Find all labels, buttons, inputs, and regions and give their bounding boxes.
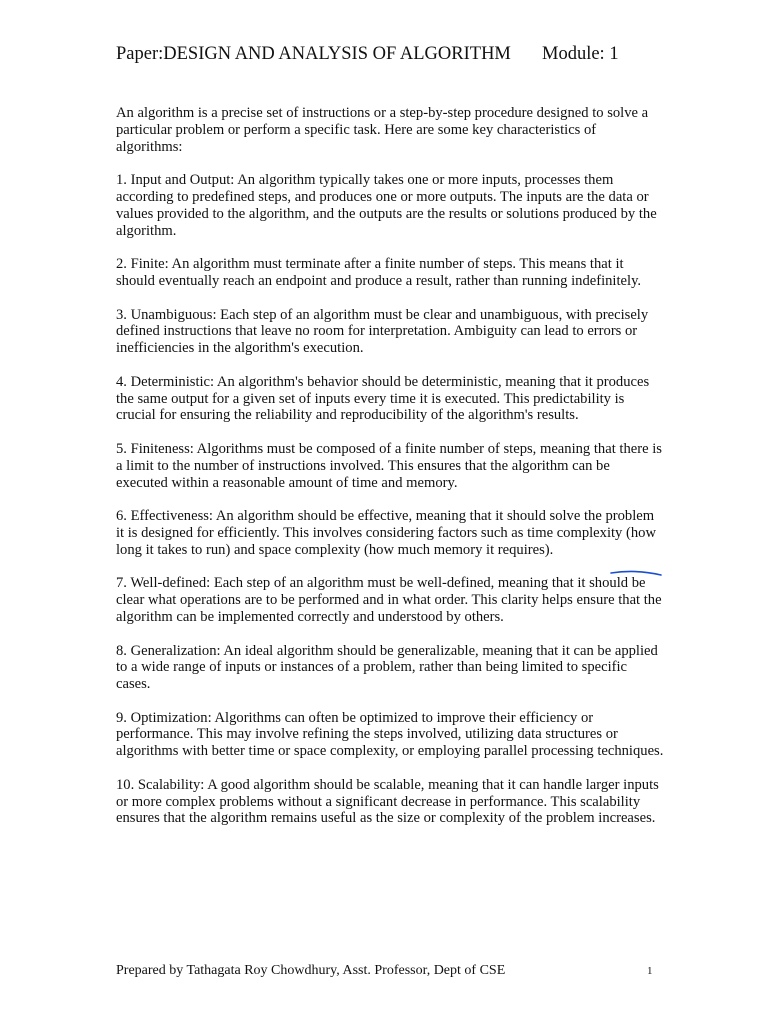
characteristic-item: 10. Scalability: A good algorithm should be scalable, meaning that it can handle larger inputs or more complex problems without a significant decrease in performance. This scalability ensures that the algorithm remains useful as the size or complexity of the problem increases. <box>116 776 659 827</box>
page-number: 1 <box>647 965 653 977</box>
characteristic-item: 9. Optimization: Algorithms can often be optimized to improve their efficiency or performance. This may involve refining the steps involved, utilizing data structures or algorithms with better time or space complexity, or employing parallel processing techniques. <box>116 709 664 760</box>
page-footer <box>116 962 656 980</box>
characteristic-item: 3. Unambiguous: Each step of an algorithm must be clear and unambiguous, with precisely defined instructions that leave no room for interpretation. Ambiguity can lead to errors or inefficiencies in the algorithm's execution. <box>116 306 649 357</box>
characteristic-item: 2. Finite: An algorithm must terminate after a finite number of steps. This means that it should eventually reach an endpoint and produce a result, rather than running indefinitely. <box>116 256 642 289</box>
characteristic-item: 4. Deterministic: An algorithm's behavior should be deterministic, meaning that it produces the same output for a given set of inputs every time it is executed. This predictability is crucial for ensuring the reliability and reproducibility of the algorithm's results. <box>116 373 650 424</box>
intro-paragraph: An algorithm is a precise set of instructions or a step-by-step procedure designed to solve a particular problem or perform a specific task. Here are some key characteristics of algorithms: <box>116 105 649 155</box>
paper-title: Paper:DESIGN AND ANALYSIS OF ALGORITHM <box>116 44 511 64</box>
module-label: Module: 1 <box>542 44 619 64</box>
document-body <box>116 105 664 844</box>
characteristic-item: 7. Well-defined: Each step of an algorithm must be well-defined, meaning that it should be clear what operations are to be performed and in what order. This clarity helps ensure that the algorithm can be implemented correctly and understood by others. <box>116 575 662 625</box>
characteristic-item: 1. Input and Output: An algorithm typically takes one or more inputs, processes them according to predefined steps, and produces one or more outputs. The inputs are the data or values provided to the algorithm, and the outputs are the results or solutions produced by the algorithm. <box>116 172 657 239</box>
prepared-by-text: Prepared by Tathagata Roy Chowdhury, Asst. Professor, Dept of CSE <box>116 963 506 978</box>
page-header <box>116 43 646 65</box>
characteristic-item: 8. Generalization: An ideal algorithm should be generalizable, meaning that it can be applied to a wide range of inputs or instances of a problem, rather than being limited to specific cases. <box>116 642 658 693</box>
characteristic-item: 6. Effectiveness: An algorithm should be effective, meaning that it should solve the problem it is designed for efficiently. This involves considering factors such as time complexity (how long it takes to run) and space complexity (how much memory it requires). <box>116 508 656 558</box>
characteristic-item: 5. Finiteness: Algorithms must be composed of a finite number of steps, meaning that there is a limit to the number of instructions involved. This ensures that the algorithm can be executed within a reasonable amount of time and memory. <box>116 440 662 491</box>
pen-underline-annotation <box>610 566 662 580</box>
